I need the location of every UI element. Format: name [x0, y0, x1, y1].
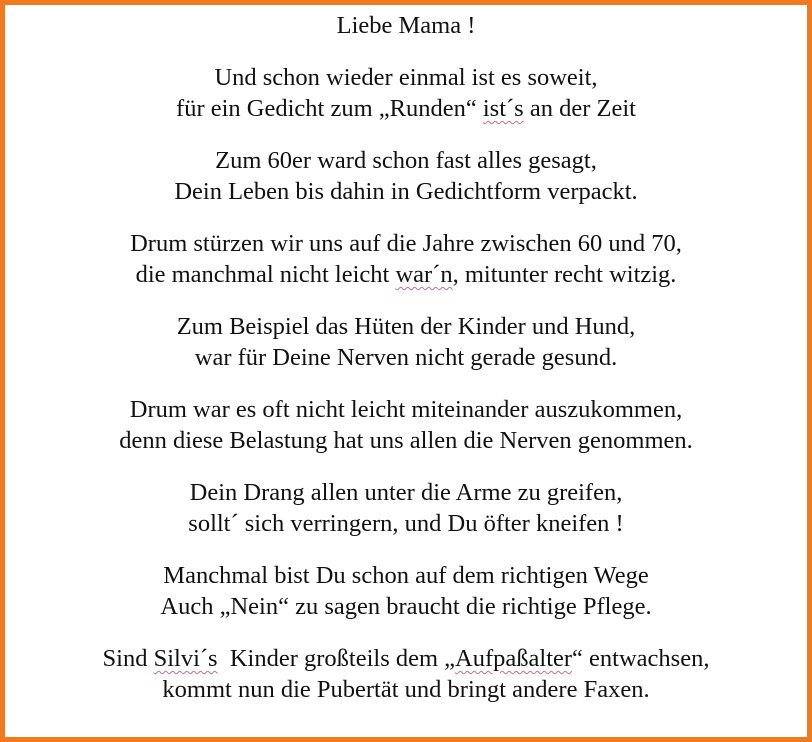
poem-line: Zum 60er ward schon fast alles gesagt,	[215, 147, 597, 174]
spellcheck-flagged-word: war´n	[395, 261, 453, 288]
poem-line: Dein Leben bis dahin in Gedichtform verpackt.	[174, 178, 638, 205]
spellcheck-flagged-word: Silvi´s	[153, 645, 218, 672]
poem-line: kommt nun die Pubertät und bringt andere Faxen.	[162, 676, 650, 703]
stanza-6	[10, 477, 802, 539]
poem-line: Zum Beispiel das Hüten der Kinder und Hund,	[176, 313, 636, 340]
poem-line: Und schon wieder einmal ist es soweit,	[214, 64, 598, 91]
poem-line: sollt´ sich verringern, und Du öfter kneifen !	[188, 510, 624, 537]
spellcheck-flagged-word: Aufpaßalter	[455, 645, 573, 672]
stanza-5	[10, 394, 802, 456]
poem-line: für ein Gedicht zum „Runden“ ist´s an der Zeit	[176, 95, 636, 122]
poem-title: Liebe Mama !	[336, 12, 476, 39]
poem-line: Auch „Nein“ zu sagen braucht die richtige Pflege.	[160, 593, 652, 620]
stanza-4	[10, 311, 802, 373]
stanza-1	[10, 62, 802, 124]
stanza-3	[10, 228, 802, 290]
poem-line: die manchmal nicht leicht war´n, mitunter recht witzig.	[135, 261, 677, 288]
poem-line: war für Deine Nerven nicht gerade gesund.	[194, 344, 618, 371]
stanza-7	[10, 560, 802, 622]
stanza-8	[10, 643, 802, 705]
poem-line: Manchmal bist Du schon auf dem richtigen Wege	[163, 562, 649, 589]
stanza-2	[10, 145, 802, 207]
poem-line: denn diese Belastung hat uns allen die Nerven genommen.	[119, 427, 693, 454]
spellcheck-flagged-word: ist´s	[482, 95, 524, 122]
poem-line: Sind Silvi´s Kinder großteils dem „Aufpaßalter“ entwachsen,	[102, 645, 710, 672]
poem-line: Dein Drang allen unter die Arme zu greifen,	[189, 479, 623, 506]
poem-line: Drum war es oft nicht leicht miteinander auszukommen,	[129, 396, 683, 423]
poem-text	[10, 5, 802, 705]
poem-line: Drum stürzen wir uns auf die Jahre zwischen 60 und 70,	[130, 230, 682, 257]
